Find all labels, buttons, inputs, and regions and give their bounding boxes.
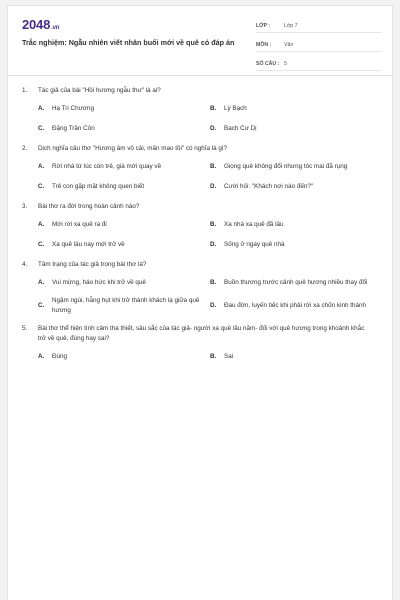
option-text: Đau đớn, luyến tiếc khi phải rời xa chốn kinh thành	[224, 302, 366, 309]
meta-row-class	[256, 17, 382, 33]
option-letter: D.	[210, 241, 217, 248]
option-text: Xa quê lâu nay mới trở về	[52, 241, 125, 248]
logo-main-text: 2048	[22, 17, 51, 32]
option-text: Hạ Tri Chương	[52, 105, 94, 112]
option-letter: D.	[210, 302, 217, 309]
option-letter: A.	[38, 163, 45, 170]
question-2	[22, 144, 382, 194]
option-a[interactable]	[38, 218, 210, 232]
option-text: Giọng quê không đổi nhưng tóc mai đã rụng	[224, 163, 348, 170]
option-text: Lý Bạch	[224, 105, 247, 112]
header-divider	[8, 75, 392, 76]
site-logo[interactable]	[22, 17, 59, 32]
option-d[interactable]	[210, 296, 382, 316]
option-text: Buồn thương trước cảnh quê hương nhiều thay đổi	[224, 279, 368, 286]
meta-value: 5	[284, 61, 287, 67]
option-b[interactable]	[210, 276, 382, 290]
option-text: Xa nhà xa quê đã lâu	[224, 221, 284, 228]
option-letter: C.	[38, 302, 45, 309]
option-d[interactable]	[210, 238, 382, 252]
option-c[interactable]	[38, 180, 210, 194]
option-text: Ngậm ngùi, hẫng hụt khi trở thành khách lạ giữa quê hương	[52, 297, 200, 314]
option-c[interactable]	[38, 122, 210, 136]
option-letter: B.	[210, 279, 217, 286]
option-letter: D.	[210, 183, 217, 190]
logo-suffix-text: .vn	[51, 25, 60, 31]
option-text: Rời nhà từ lúc còn trẻ, già mới quay về	[52, 163, 162, 170]
option-letter: A.	[38, 105, 45, 112]
option-text: Đặng Trần Côn	[52, 125, 95, 132]
option-text: Vui mừng, háo hức khi trở về quê	[52, 279, 146, 286]
option-letter: B.	[210, 105, 217, 112]
option-b[interactable]	[210, 218, 382, 232]
question-5	[22, 324, 382, 364]
option-b[interactable]	[210, 350, 382, 364]
option-d[interactable]	[210, 180, 382, 194]
question-text: Dịch nghĩa câu thơ "Hương âm vô cải, mấn mao tồi" có nghĩa là gì?	[38, 145, 228, 152]
option-letter: C.	[38, 241, 45, 248]
question-number: 2.	[22, 145, 28, 152]
option-text: Đúng	[52, 353, 68, 360]
meta-label: LỚP :	[256, 23, 271, 29]
question-list	[22, 86, 382, 372]
option-letter: A.	[38, 279, 45, 286]
worksheet-page	[7, 5, 393, 600]
question-number: 3.	[22, 203, 28, 210]
question-3	[22, 202, 382, 252]
option-a[interactable]	[38, 160, 210, 174]
document-title: Trắc nghiệm: Ngẫu nhiên viết nhân buổi mới về quê có đáp án	[22, 38, 235, 47]
option-text: Sống ở ngay quê nhà	[224, 241, 285, 248]
option-letter: A.	[38, 353, 45, 360]
question-text: Bài thơ thể hiện tình cảm tha thiết, sâu sắc của tác giả- người xa quê lâu năm- đối với quê hương trong khoảnh khắc trở về quê, đúng hay sai?	[38, 325, 365, 342]
option-text: Bạch Cư Dị	[224, 125, 257, 132]
option-letter: B.	[210, 353, 217, 360]
option-text: Trẻ con gặp mặt không quen biết	[52, 183, 145, 190]
meta-value: Lớp 7	[284, 23, 298, 29]
question-number: 1.	[22, 87, 28, 94]
option-letter: A.	[38, 221, 45, 228]
option-a[interactable]	[38, 102, 210, 116]
option-text: Sai	[224, 353, 234, 360]
meta-label: MÔN :	[256, 42, 272, 48]
meta-info	[256, 17, 382, 74]
option-a[interactable]	[38, 276, 210, 290]
option-c[interactable]	[38, 238, 210, 252]
meta-label: SỐ CÂU :	[256, 61, 280, 67]
meta-row-count	[256, 55, 382, 71]
option-a[interactable]	[38, 350, 210, 364]
option-letter: D.	[210, 125, 217, 132]
question-number: 5.	[22, 325, 28, 332]
option-b[interactable]	[210, 160, 382, 174]
option-c[interactable]	[38, 296, 210, 316]
option-b[interactable]	[210, 102, 382, 116]
option-letter: C.	[38, 183, 45, 190]
question-1	[22, 86, 382, 136]
meta-row-subject	[256, 36, 382, 52]
option-text: Cười hỏi: "Khách nơi nào đến?"	[224, 183, 314, 190]
question-text: Bài thơ ra đời trong hoàn cảnh nào?	[38, 203, 140, 210]
worksheet-header	[8, 6, 392, 71]
question-number: 4.	[22, 261, 28, 268]
question-text: Tác giả của bài "Hồi hương ngẫu thư" là ai?	[38, 87, 161, 94]
meta-value: Văn	[284, 42, 294, 48]
option-letter: B.	[210, 163, 217, 170]
option-text: Mới rời xa quê ra đi	[52, 221, 107, 228]
option-letter: B.	[210, 221, 217, 228]
question-text: Tâm trạng của tác giả trong bài thơ là?	[38, 261, 147, 268]
option-letter: C.	[38, 125, 45, 132]
question-4	[22, 260, 382, 316]
option-d[interactable]	[210, 122, 382, 136]
